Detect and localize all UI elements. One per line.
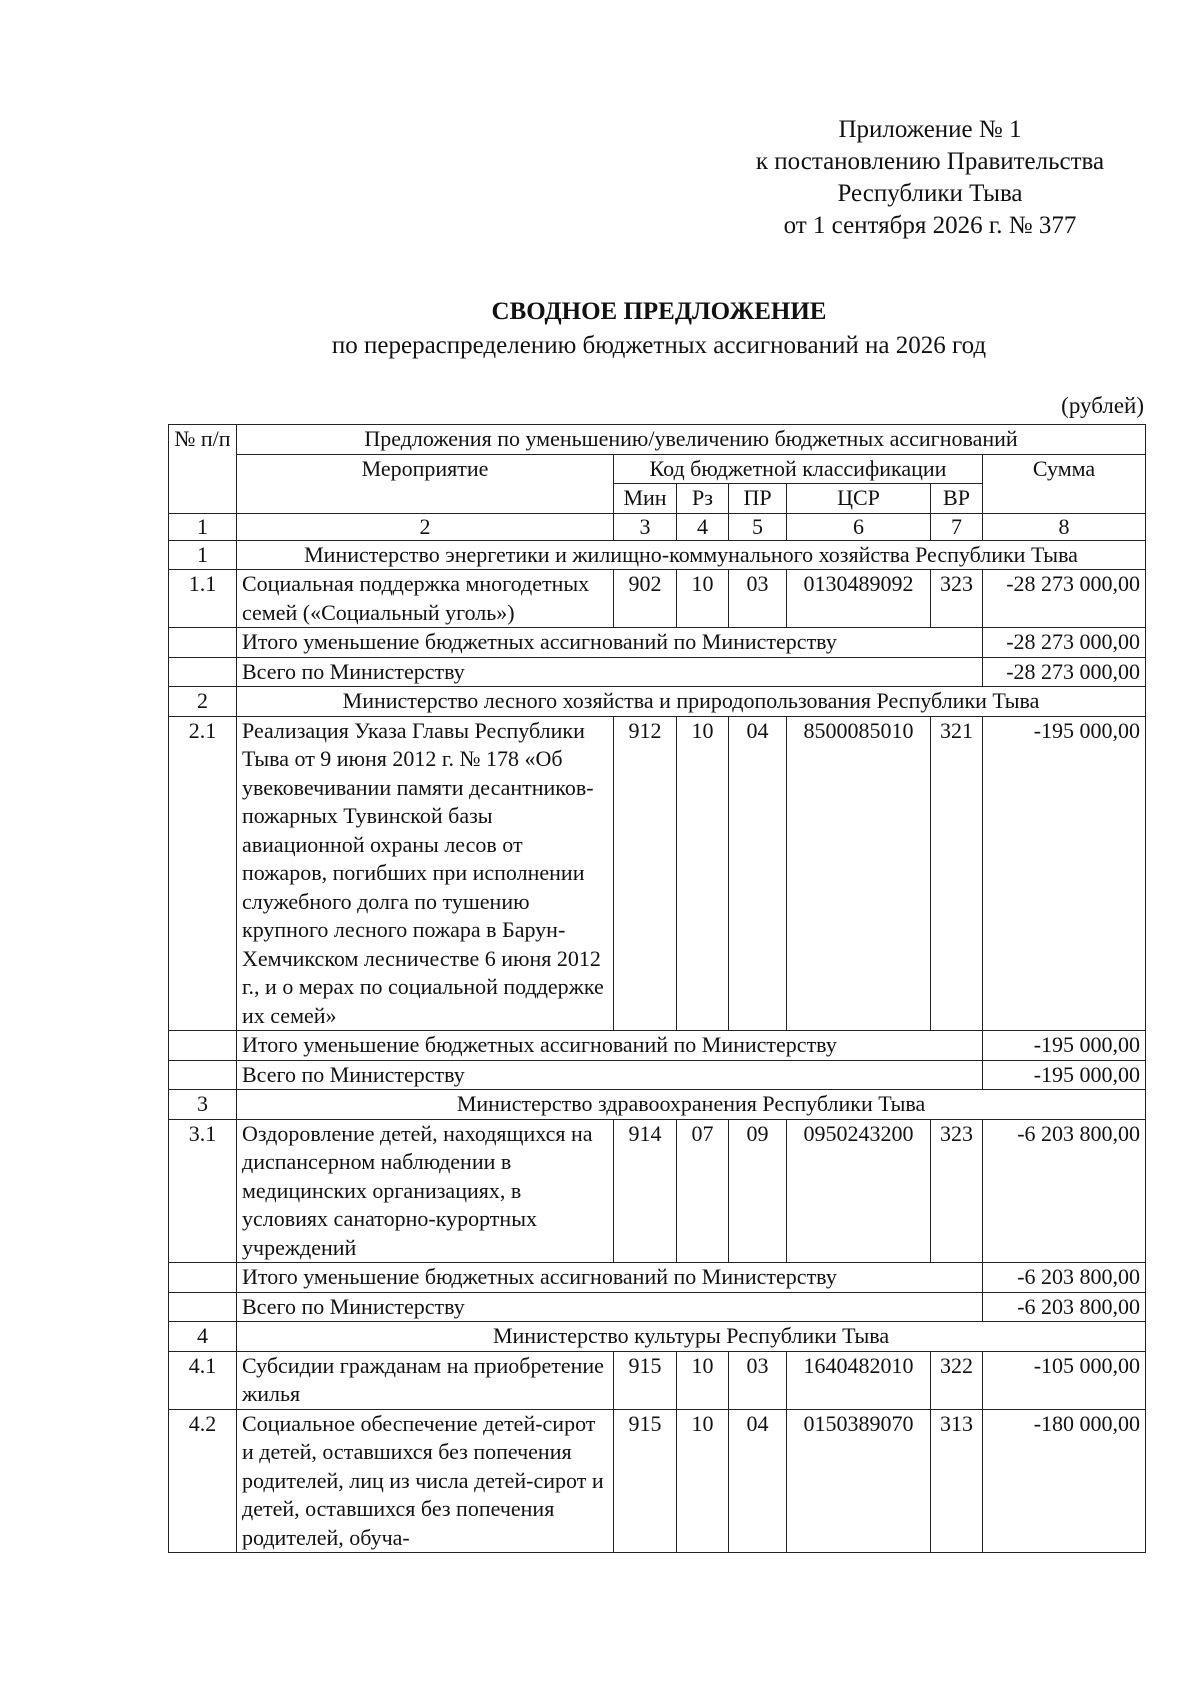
ministry-name: Министерство энергетики и жилищно-коммунального хозяйства Республики Тыва bbox=[237, 540, 1146, 570]
ministry-name: Министерство культуры Республики Тыва bbox=[237, 1322, 1146, 1352]
row-vr: 313 bbox=[931, 1409, 983, 1553]
header-pr: ПР bbox=[729, 484, 787, 514]
subtotal-row bbox=[169, 1263, 1146, 1293]
ministry-row bbox=[169, 687, 1146, 717]
row-sum: -105 000,00 bbox=[983, 1351, 1146, 1409]
header-proposals: Предложения по уменьшению/увеличению бюджетных ассигнований bbox=[237, 425, 1146, 455]
header-min: Мин bbox=[614, 484, 677, 514]
total-label: Всего по Министерству bbox=[237, 1060, 983, 1090]
row-event: Социальная поддержка многодетных семей («Социальный уголь») bbox=[237, 570, 614, 628]
empty-cell bbox=[169, 1031, 237, 1061]
row-min: 914 bbox=[614, 1119, 677, 1263]
row-sum: -195 000,00 bbox=[983, 716, 1146, 1031]
row-rz: 10 bbox=[677, 1409, 729, 1553]
annex-block bbox=[720, 114, 1140, 242]
ministry-num: 4 bbox=[169, 1322, 237, 1352]
row-pr: 09 bbox=[729, 1119, 787, 1263]
row-vr: 323 bbox=[931, 570, 983, 628]
row-num: 2.1 bbox=[169, 716, 237, 1031]
header-rz: Рз bbox=[677, 484, 729, 514]
total-row bbox=[169, 657, 1146, 687]
ministry-num: 3 bbox=[169, 1090, 237, 1120]
ministry-num: 1 bbox=[169, 540, 237, 570]
row-vr: 321 bbox=[931, 716, 983, 1031]
row-pr: 04 bbox=[729, 1409, 787, 1553]
total-sum: -6 203 800,00 bbox=[983, 1292, 1146, 1322]
total-row bbox=[169, 1292, 1146, 1322]
row-event: Субсидии гражданам на приобретение жилья bbox=[237, 1351, 614, 1409]
empty-cell bbox=[169, 1060, 237, 1090]
row-csr: 0130489092 bbox=[787, 570, 931, 628]
row-min: 902 bbox=[614, 570, 677, 628]
total-sum: -28 273 000,00 bbox=[983, 657, 1146, 687]
row-csr: 1640482010 bbox=[787, 1351, 931, 1409]
header-code: Код бюджетной классификации bbox=[614, 454, 983, 484]
units-label: (рублей) bbox=[1061, 393, 1144, 418]
table-row bbox=[169, 1409, 1146, 1553]
empty-cell bbox=[169, 628, 237, 658]
ministry-name: Министерство лесного хозяйства и природопользования Республики Тыва bbox=[237, 687, 1146, 717]
row-sum: -180 000,00 bbox=[983, 1409, 1146, 1553]
row-pr: 04 bbox=[729, 716, 787, 1031]
table-row bbox=[169, 570, 1146, 628]
row-rz: 10 bbox=[677, 1351, 729, 1409]
subtotal-label: Итого уменьшение бюджетных ассигнований по Министерству bbox=[237, 1031, 983, 1061]
row-sum: -28 273 000,00 bbox=[983, 570, 1146, 628]
subtotal-label: Итого уменьшение бюджетных ассигнований по Министерству bbox=[237, 628, 983, 658]
empty-cell bbox=[169, 657, 237, 687]
row-sum: -6 203 800,00 bbox=[983, 1119, 1146, 1263]
subtotal-sum: -28 273 000,00 bbox=[983, 628, 1146, 658]
table-row bbox=[169, 1119, 1146, 1263]
document-subtitle: по перераспределению бюджетных ассигнований на 2026 год bbox=[331, 332, 987, 359]
annex-line-4: от 1 сентября 2026 г. № 377 bbox=[783, 212, 1077, 239]
header-num: № п/п bbox=[169, 425, 237, 514]
row-num: 4.2 bbox=[169, 1409, 237, 1553]
header-csr: ЦСР bbox=[787, 484, 931, 514]
annex-line-1: Приложение № 1 bbox=[838, 116, 1022, 143]
ministry-num: 2 bbox=[169, 687, 237, 717]
colnum: 4 bbox=[677, 513, 729, 540]
row-num: 4.1 bbox=[169, 1351, 237, 1409]
header-sum: Сумма bbox=[983, 454, 1146, 513]
row-event: Социальное обеспечение детей-сирот и детей, оставшихся без попечения родителей, лиц из числа детей-сирот и детей, оставшихся без попечения родителей, обуча- bbox=[237, 1409, 614, 1553]
column-numbers-row bbox=[169, 513, 1146, 540]
ministry-row bbox=[169, 1322, 1146, 1352]
empty-cell bbox=[169, 1292, 237, 1322]
colnum: 5 bbox=[729, 513, 787, 540]
row-event: Оздоровление детей, находящихся на диспансерном наблюдении в медицинских организациях, в условиях санаторно-курортных учреждений bbox=[237, 1119, 614, 1263]
table-row bbox=[169, 1351, 1146, 1409]
row-csr: 8500085010 bbox=[787, 716, 931, 1031]
row-rz: 10 bbox=[677, 716, 729, 1031]
row-min: 912 bbox=[614, 716, 677, 1031]
budget-table bbox=[168, 424, 1146, 1553]
total-label: Всего по Министерству bbox=[237, 1292, 983, 1322]
total-row bbox=[169, 1060, 1146, 1090]
subtotal-row bbox=[169, 1031, 1146, 1061]
row-pr: 03 bbox=[729, 570, 787, 628]
row-pr: 03 bbox=[729, 1351, 787, 1409]
subtotal-sum: -195 000,00 bbox=[983, 1031, 1146, 1061]
colnum: 8 bbox=[983, 513, 1146, 540]
subtotal-row bbox=[169, 628, 1146, 658]
row-csr: 0150389070 bbox=[787, 1409, 931, 1553]
total-sum: -195 000,00 bbox=[983, 1060, 1146, 1090]
row-rz: 07 bbox=[677, 1119, 729, 1263]
document-title: СВОДНОЕ ПРЕДЛОЖЕНИЕ bbox=[491, 298, 827, 325]
total-label: Всего по Министерству bbox=[237, 657, 983, 687]
header-vr: ВР bbox=[931, 484, 983, 514]
row-num: 1.1 bbox=[169, 570, 237, 628]
annex-line-2: к постановлению Правительства bbox=[755, 148, 1105, 175]
row-csr: 0950243200 bbox=[787, 1119, 931, 1263]
colnum: 7 bbox=[931, 513, 983, 540]
row-rz: 10 bbox=[677, 570, 729, 628]
header-row-1 bbox=[169, 425, 1146, 455]
row-event: Реализация Указа Главы Республики Тыва от 9 июня 2012 г. № 178 «Об увековечивании памяти десантников-пожарных Тувинской базы авиационной охраны лесов от пожаров, погибших при исполнении служебного долга по тушению крупного лесного пожара в Барун-Хемчикском лесничестве 6 июня 2012 г., и о мерах по социальной поддержке их семей» bbox=[237, 716, 614, 1031]
row-min: 915 bbox=[614, 1409, 677, 1553]
empty-cell bbox=[169, 1263, 237, 1293]
row-vr: 323 bbox=[931, 1119, 983, 1263]
row-num: 3.1 bbox=[169, 1119, 237, 1263]
colnum: 6 bbox=[787, 513, 931, 540]
colnum: 2 bbox=[237, 513, 614, 540]
header-event: Мероприятие bbox=[237, 454, 614, 513]
row-min: 915 bbox=[614, 1351, 677, 1409]
header-row-2 bbox=[169, 454, 1146, 484]
ministry-row bbox=[169, 1090, 1146, 1120]
colnum: 3 bbox=[614, 513, 677, 540]
subtotal-sum: -6 203 800,00 bbox=[983, 1263, 1146, 1293]
ministry-name: Министерство здравоохранения Республики Тыва bbox=[237, 1090, 1146, 1120]
subtotal-label: Итого уменьшение бюджетных ассигнований по Министерству bbox=[237, 1263, 983, 1293]
table-row bbox=[169, 716, 1146, 1031]
ministry-row bbox=[169, 540, 1146, 570]
colnum: 1 bbox=[169, 513, 237, 540]
row-vr: 322 bbox=[931, 1351, 983, 1409]
annex-line-3: Республики Тыва bbox=[837, 180, 1023, 207]
